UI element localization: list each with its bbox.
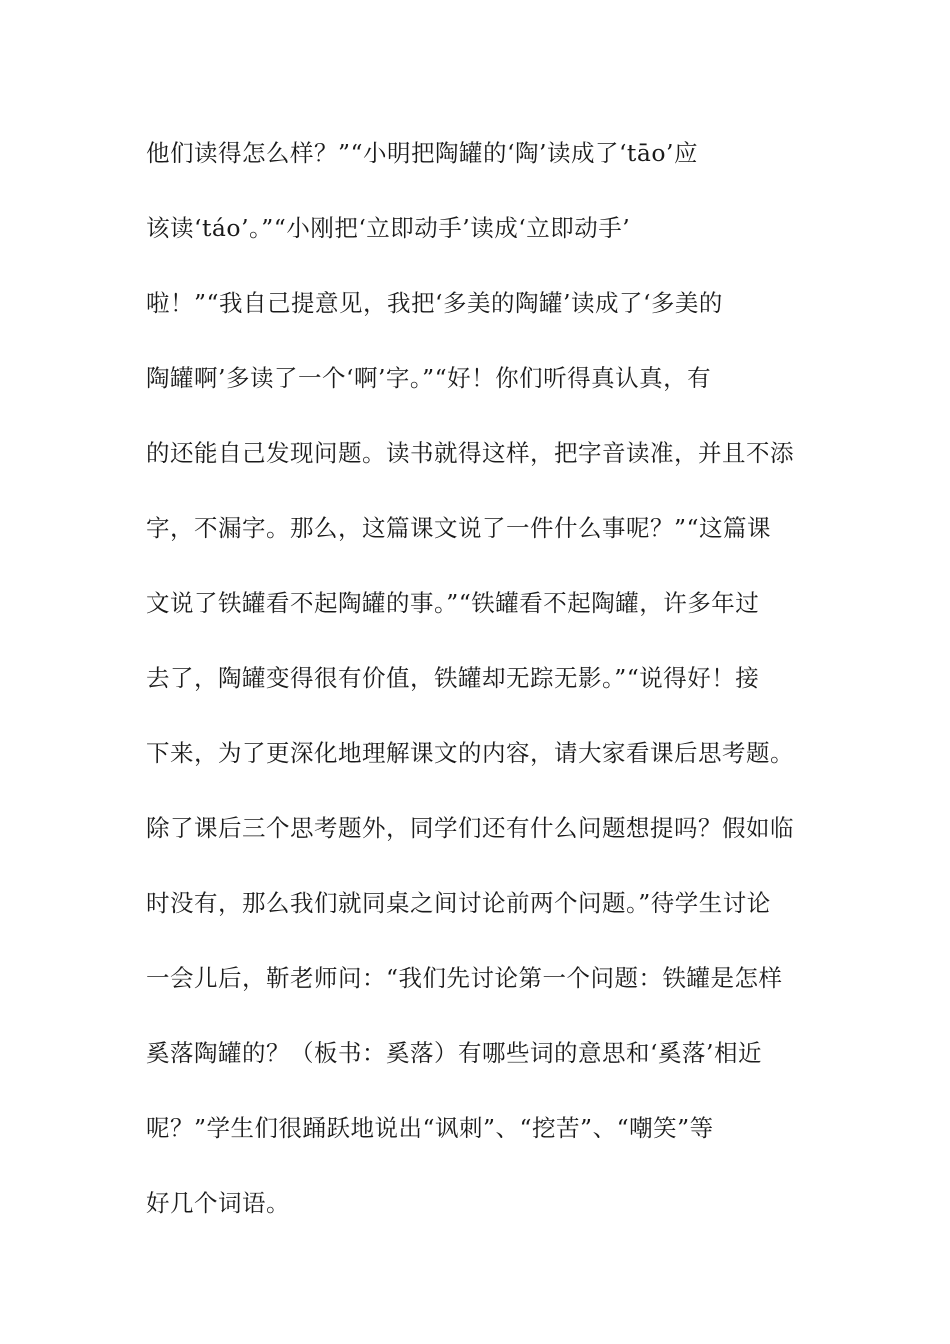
- text-line: 啦！”“我自己提意见，我把‘多美的陶罐’读成了‘多美的: [146, 289, 723, 317]
- text-line: 下来，为了更深化地理解课文的内容，请大家看课后思考题。: [146, 739, 794, 767]
- text-line: 该读‘táo’。”“小刚把‘立即动手’读成‘立即动手’: [146, 214, 631, 242]
- body-text: [146, 129, 806, 1254]
- text-line: 好几个词语。: [146, 1189, 290, 1217]
- text-line: 陶罐啊’多读了一个‘啊’字。”“好！你们听得真认真，有: [146, 364, 712, 392]
- text-line: 一会儿后，靳老师问：“我们先讨论第一个问题：铁罐是怎样: [146, 964, 783, 992]
- text-line: 文说了铁罐看不起陶罐的事。”“铁罐看不起陶罐，许多年过: [146, 589, 760, 617]
- text-line: 时没有，那么我们就同桌之间讨论前两个问题。”待学生讨论: [146, 889, 771, 917]
- text-line: 的还能自己发现问题。读书就得这样，把字音读准，并且不添: [146, 439, 794, 467]
- text-line: 他们读得怎么样？”“小明把陶罐的‘陶’读成了‘tāo’应: [146, 139, 699, 167]
- text-line: 字，不漏字。那么，这篇课文说了一件什么事呢？”“这篇课: [146, 514, 772, 542]
- text-line: 除了课后三个思考题外，同学们还有什么问题想提吗？假如临: [146, 814, 794, 842]
- text-line: 呢？”学生们很踊跃地说出“讽刺”、“挖苦”、“嘲笑”等: [146, 1114, 714, 1142]
- text-line: 奚落陶罐的？（板书：奚落）有哪些词的意思和‘奚落’相近: [146, 1039, 762, 1067]
- text-line: 去了，陶罐变得很有价值，铁罐却无踪无影。”“说得好！接: [146, 664, 760, 692]
